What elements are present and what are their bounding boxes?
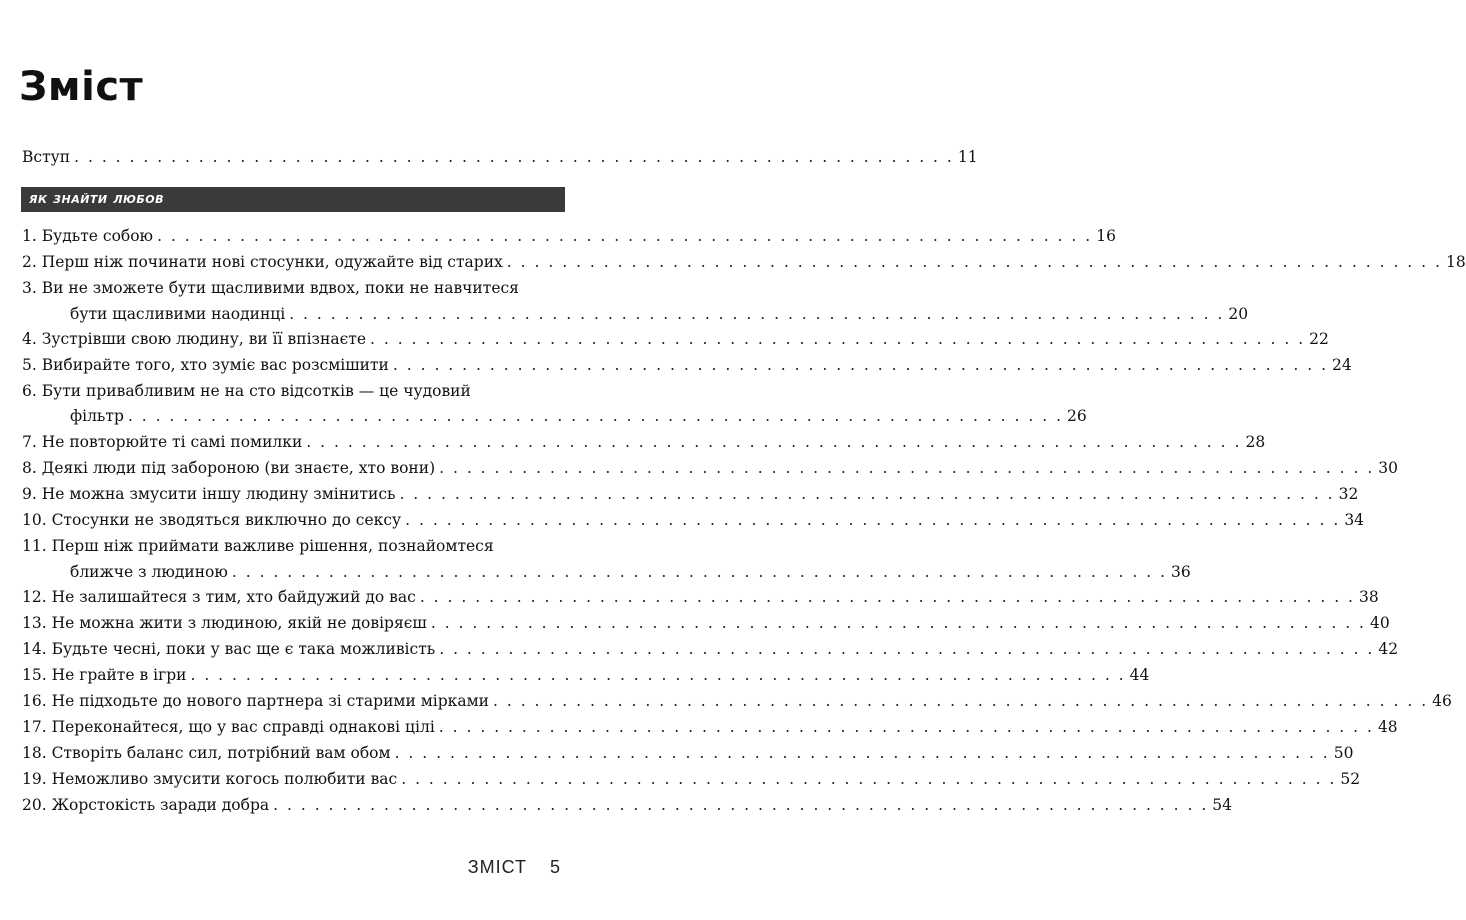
toc-entry-page: 18 [1445,253,1466,271]
leader-dots: . . . . . . . . . . . . . . . . . . . . . . . . . . . . . . . . . . . . . . . . . . . . . . . . . . . . . . . . . . . . . . . . . . . . [419,588,1355,606]
toc-entry-label-continued: бути щасливими наодинці [70,305,286,323]
toc-entry-page: 11 [957,148,978,166]
leader-dots: . . . . . . . . . . . . . . . . . . . . . . . . . . . . . . . . . . . . . . . . . . . . . . . . . . . . . . . . . . . . . . . . . . . . [399,485,1335,503]
toc-entry-page: 30 [1378,459,1399,477]
leader-dots: . . . . . . . . . . . . . . . . . . . . . . . . . . . . . . . . . . . . . . . . . . . . . . . . . . . . . . . . . . . . . . . . . . . . [370,330,1306,348]
page-number: 5 [549,857,560,877]
toc-entry-page: 24 [1332,356,1352,374]
toc-entry-label: 4. Зустрівши свою людину, ви її впізнаєте [22,330,366,348]
leader-dots: . . . . . . . . . . . . . . . . . . . . . . . . . . . . . . . . . . . . . . . . . . . . . . . . . . . . . . . . . . . . . . . . . . . . [394,744,1330,762]
toc-entry-label: 12. Не залишайтеся з тим, хто байдужий до вас [22,588,416,606]
toc-entry-label: 11. Перш ніж приймати важливе рішення, познайомтеся [22,537,494,555]
toc-entry[interactable] [22,613,1390,633]
toc-entry[interactable] [22,458,1399,478]
toc-entry[interactable] [22,226,1116,246]
toc-entry-page: 52 [1340,770,1361,788]
page-footer [468,857,560,878]
toc-entry[interactable] [22,355,1352,375]
leader-dots: . . . . . . . . . . . . . . . . . . . . . . . . . . . . . . . . . . . . . . . . . . . . . . . . . . . . . . . . . . . . . . . . [74,148,954,166]
toc-entry-continuation[interactable] [70,562,1191,582]
toc-entry[interactable] [22,252,1466,272]
leader-dots: . . . . . . . . . . . . . . . . . . . . . . . . . . . . . . . . . . . . . . . . . . . . . . . . . . . . . . . . . . . . . . . . . . . . [190,666,1126,684]
toc-entry-label: 13. Не можна жити з людиною, якій не довіряєш [22,614,427,632]
toc-entry-page: 32 [1338,485,1359,503]
toc-entry-label: 7. Не повторюйте ті самі помилки [22,433,303,451]
toc-entry-page: 38 [1358,588,1379,606]
toc-entry-label: 9. Не можна змусити іншу людину змінитись [22,485,396,503]
toc-entry-page: 54 [1212,796,1233,814]
toc-entry-page: 22 [1309,330,1329,348]
leader-dots: . . . . . . . . . . . . . . . . . . . . . . . . . . . . . . . . . . . . . . . . . . . . . . . . . . . . . . . . . . . . . . . . . . . . [127,407,1064,425]
toc-entry[interactable] [22,743,1354,763]
leader-dots: . . . . . . . . . . . . . . . . . . . . . . . . . . . . . . . . . . . . . . . . . . . . . . . . . . . . . . . . . . . . . . . . . . . . [405,511,1341,529]
toc-entry-page: 46 [1432,692,1452,710]
toc-entry-page: 26 [1067,407,1087,425]
toc-entry-page: 44 [1129,666,1150,684]
toc-entry-label: 15. Не грайте в ігри [22,666,187,684]
toc-entry[interactable] [22,769,1361,789]
toc-entry-label: 10. Стосунки не зводяться виключно до сексу [22,511,402,529]
toc-entry-label: 20. Жорстокість заради добра [22,796,270,814]
toc-entry[interactable] [22,795,1233,815]
toc-entry[interactable] [22,329,1329,349]
toc-entry-continuation[interactable] [70,304,1249,324]
toc-entry-label: 14. Будьте чесні, поки у вас ще є така можливість [22,640,436,658]
toc-entry-page: 36 [1171,563,1191,581]
toc-entry[interactable] [22,639,1399,659]
page-title: Зміст [19,64,144,110]
toc-entry-label-continued: фільтр [70,407,124,425]
toc-entry[interactable] [22,587,1379,607]
leader-dots: . . . . . . . . . . . . . . . . . . . . . . . . . . . . . . . . . . . . . . . . . . . . . . . . . . . . . . . . . . . . . . . . . . . . [392,356,1329,374]
leader-dots: . . . . . . . . . . . . . . . . . . . . . . . . . . . . . . . . . . . . . . . . . . . . . . . . . . . . . . . . . . . . . . . . . . . . [492,692,1429,710]
toc-entry-page: 42 [1378,640,1399,658]
toc-entry-label: 2. Перш ніж починати нові стосунки, одужайте від старих [22,253,503,271]
toc-entry[interactable] [22,691,1452,711]
toc-entry-label: 18. Створіть баланс сил, потрібний вам обом [22,744,391,762]
toc-entry-label: 6. Бути привабливим не на сто відсотків — це чудовий [22,382,471,400]
leader-dots: . . . . . . . . . . . . . . . . . . . . . . . . . . . . . . . . . . . . . . . . . . . . . . . . . . . . . . . . . . . . . . . . . . . . [439,640,1375,658]
toc-entry[interactable] [22,381,563,401]
toc-entry[interactable] [22,484,1359,504]
toc-entry-page: 28 [1245,433,1266,451]
leader-dots: . . . . . . . . . . . . . . . . . . . . . . . . . . . . . . . . . . . . . . . . . . . . . . . . . . . . . . . . . . . . . . . . . . . . [273,796,1209,814]
leader-dots: . . . . . . . . . . . . . . . . . . . . . . . . . . . . . . . . . . . . . . . . . . . . . . . . . . . . . . . . . . . . . . . . . . . . [506,253,1442,271]
toc-entry[interactable] [22,536,563,556]
leader-dots: . . . . . . . . . . . . . . . . . . . . . . . . . . . . . . . . . . . . . . . . . . . . . . . . . . . . . . . . . . . . . . . . . . . . [430,614,1366,632]
toc-entry-page: 16 [1096,227,1116,245]
toc-entry-continuation[interactable] [70,406,1087,426]
toc-entry[interactable] [22,510,1365,530]
leader-dots: . . . . . . . . . . . . . . . . . . . . . . . . . . . . . . . . . . . . . . . . . . . . . . . . . . . . . . . . . . . . . . . . . . . . [157,227,1093,245]
leader-dots: . . . . . . . . . . . . . . . . . . . . . . . . . . . . . . . . . . . . . . . . . . . . . . . . . . . . . . . . . . . . . . . . . . . . [231,563,1168,581]
toc-entry[interactable] [22,717,1398,737]
toc-entry[interactable] [22,432,1266,452]
footer-label: ЗМІСТ [467,857,527,877]
toc-entry-page: 40 [1370,614,1390,632]
toc-entry[interactable] [22,665,1150,685]
toc-entry-label: 5. Вибирайте того, хто зуміє вас розсмішити [22,356,389,374]
section-header [21,187,565,212]
toc-entry-page: 20 [1228,305,1249,323]
toc-entry-label: 1. Будьте собою [22,227,154,245]
toc-entry-label: 8. Деякі люди під забороною (ви знаєте, хто вони) [22,459,436,477]
leader-dots: . . . . . . . . . . . . . . . . . . . . . . . . . . . . . . . . . . . . . . . . . . . . . . . . . . . . . . . . . . . . . . . . . . . . [439,459,1375,477]
toc-entry-page: 50 [1333,744,1354,762]
toc-entry-page: 48 [1377,718,1398,736]
toc-entry[interactable] [22,278,563,298]
toc-entry-label: 19. Неможливо змусити когось полюбити вас [22,770,398,788]
toc-entry-label-continued: ближче з людиною [70,563,228,581]
toc-entry-label: 16. Не підходьте до нового партнера зі старими мірками [22,692,489,710]
leader-dots: . . . . . . . . . . . . . . . . . . . . . . . . . . . . . . . . . . . . . . . . . . . . . . . . . . . . . . . . . . . . . . . . . . . . [306,433,1242,451]
toc-entry-label: Вступ [22,148,71,166]
section-title: як знайти любов [29,189,165,207]
toc-entry-label: 3. Ви не зможете бути щасливими вдвох, поки не навчитеся [22,279,519,297]
leader-dots: . . . . . . . . . . . . . . . . . . . . . . . . . . . . . . . . . . . . . . . . . . . . . . . . . . . . . . . . . . . . . . . . . . . . [289,305,1225,323]
leader-dots: . . . . . . . . . . . . . . . . . . . . . . . . . . . . . . . . . . . . . . . . . . . . . . . . . . . . . . . . . . . . . . . . . . . . [438,718,1374,736]
toc-entry-page: 34 [1344,511,1365,529]
toc-entry-label: 17. Переконайтеся, що у вас справді однакові цілі [22,718,435,736]
leader-dots: . . . . . . . . . . . . . . . . . . . . . . . . . . . . . . . . . . . . . . . . . . . . . . . . . . . . . . . . . . . . . . . . . . . . [401,770,1337,788]
toc-entry-intro[interactable] [22,147,978,167]
